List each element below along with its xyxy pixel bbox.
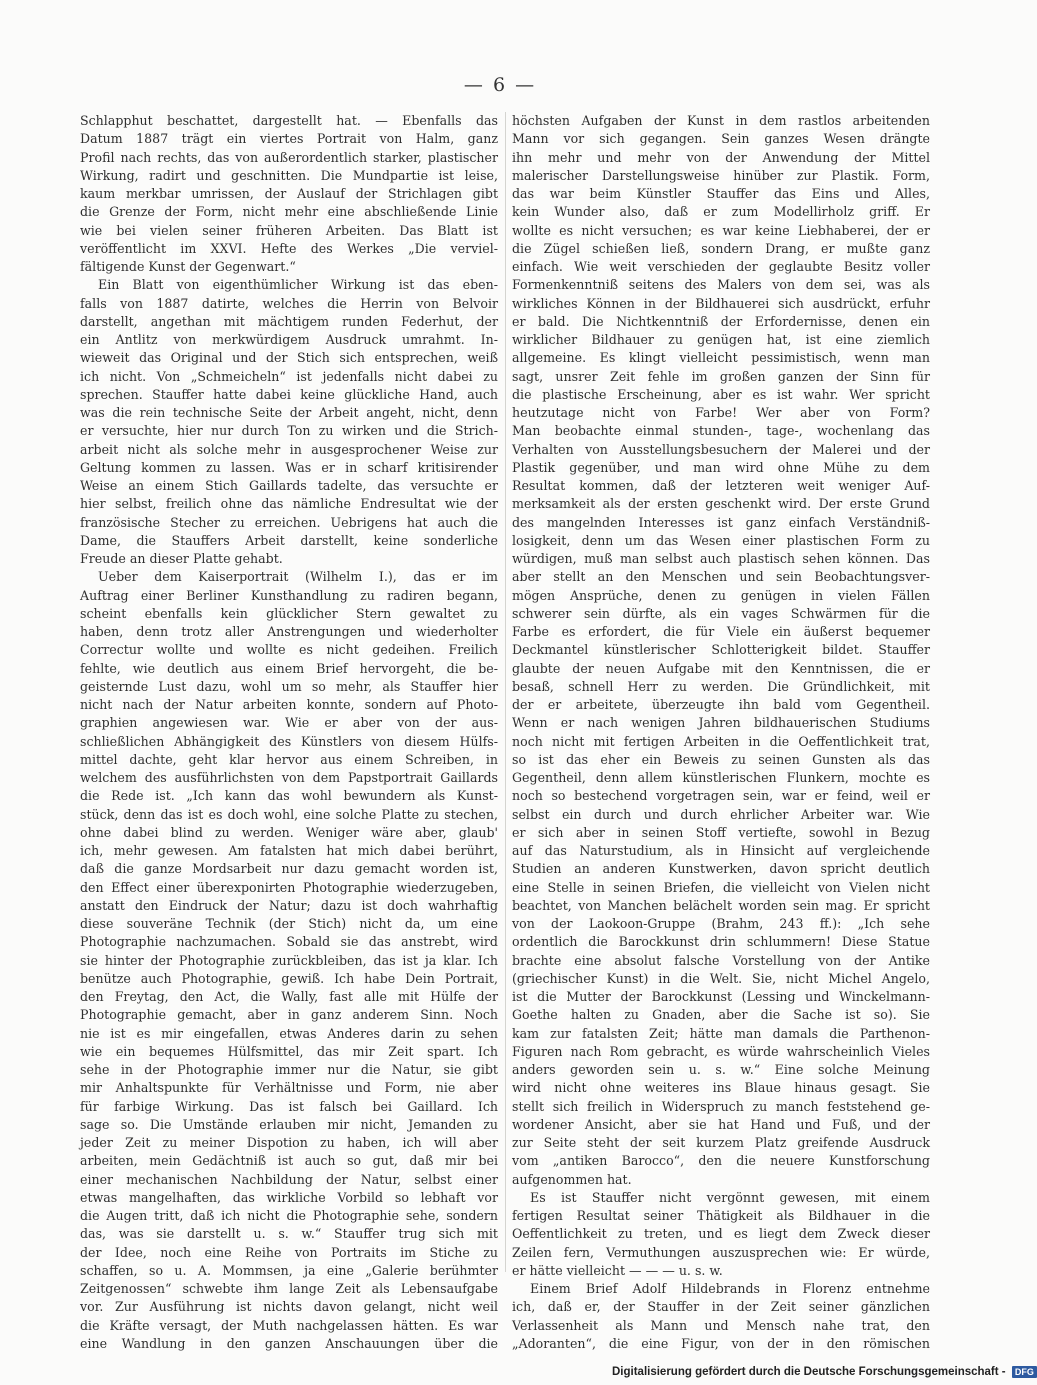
left-text-column — [80, 112, 498, 1353]
text-line: daß die ganze Mordsarbeit nur dazu gemacht worden ist, — [80, 861, 498, 877]
text-line: wirkliches Können in der Bildhauerei sich ausdrückt, erfuhr — [512, 295, 930, 311]
text-line: malerischer Darstellungsweise hinüber zur Plastik. Form, — [512, 167, 930, 183]
text-line: so ist das eher ein Beweis zu seinen Gunsten als das — [512, 751, 930, 767]
text-line: Formenkenntniß seitens des Malers von dem sei, was als — [512, 277, 930, 293]
text-line: noch nicht mit fertigen Arbeiten in die Oeffentlichkeit trat, — [512, 733, 930, 749]
text-line: etwas mangelhaften, das wirkliche Vorbild so lebhaft vor — [80, 1189, 498, 1205]
text-line: stellt sich freilich in Widerspruch zu manch feststehend ge- — [512, 1098, 930, 1114]
text-line: falls von 1887 datirte, welches die Herrin von Belvoir — [80, 295, 498, 311]
text-line: kam zur fatalsten Zeit; hätte man damals die Parthenon- — [512, 1025, 930, 1041]
text-line: die Kräfte versagt, der Muth nachgelassen hätten. Es war — [80, 1317, 498, 1333]
text-line: (griechischer Kunst) in die Welt. Sie, nicht Michel Angelo, — [512, 970, 930, 986]
text-line: Einem Brief Adolf Hildebrands in Florenz entnehme — [530, 1281, 930, 1296]
text-line: merksamkeit als der ersten geschenkt wird. Der erste Grund — [512, 496, 930, 512]
text-line: wie bei vielen seiner früheren Arbeiten. Das Blatt ist — [80, 222, 498, 238]
text-line: vor. Zur Ausführung ist nichts davon gelangt, nicht weil — [80, 1299, 498, 1315]
text-line: nie ist es mir eingefallen, etwas Anderes darin zu sehen — [80, 1025, 498, 1041]
text-line: wieweit das Original und der Stich sich entsprechen, weiß — [80, 350, 498, 366]
right-text-column — [512, 112, 930, 1353]
text-line: eine Wandlung in den ganzen Anschauungen über die — [80, 1335, 498, 1351]
text-line: Ein Blatt von eigenthümlicher Wirkung ist das eben- — [98, 277, 498, 293]
text-line: Man beobachte einmal stunden-, tage-, wochenlang das — [512, 423, 930, 439]
text-line: einfach. Wie weit verschieden der geglaubte Besitz voller — [512, 259, 930, 274]
text-line: graphien angewiesen war. Wie er aber von der aus- — [80, 715, 498, 731]
text-line: Resultat kommen, daß der letzteren weit weniger Auf- — [512, 478, 930, 493]
text-line: noch so bestechend vorgetragen sein, war er feind, weil er — [512, 788, 930, 804]
text-line: scheint ebenfalls kein glücklicher Stern gewaltet zu — [80, 605, 498, 621]
text-line: fältigende Kunst der Gegenwart.“ — [80, 259, 296, 274]
text-line: wollte es nicht versuchen; es war keine Liebhaberei, der er — [512, 222, 930, 238]
text-line: anders geworden sein u. s. w.“ Eine solche Meinung — [512, 1062, 930, 1077]
text-line: arbeit nicht als solche mehr in ausgesprochener Weise zur — [80, 441, 498, 457]
text-line: Ueber dem Kaiserportrait (Wilhelm I.), das er im — [98, 569, 498, 585]
text-line: das war beim Künstler Stauffer das Eins und Alles, — [512, 186, 930, 201]
text-line: wordener Ansicht, aber sie hat Hand und Fuß, und der — [512, 1116, 930, 1132]
text-line: losigkeit, denn um das Wesen einer plastischen Form zu — [512, 532, 930, 548]
text-line: auf das Naturstudium, als in Hinsicht auf vergleichende — [512, 843, 930, 858]
text-line: aber stellt an den Menschen und sein Beobachtungsver- — [512, 569, 930, 585]
text-line: würdigen, muß man selbst auch plastisch sehen können. Das — [512, 551, 930, 566]
text-line: Dame, die Stauffers Arbeit darstellt, keine sonderliche — [80, 532, 498, 548]
text-line: Oeffentlichkeit zu treten, und es liegt dem Zweck dieser — [512, 1226, 930, 1242]
text-line: eine Stelle in seinen Briefen, die vielleicht von Vielen nicht — [512, 879, 930, 895]
text-line: nicht nach der Natur arbeiten konnte, sondern auf Photo- — [80, 697, 498, 712]
text-line: ich, mehr gewesen. Am fatalsten hat mich dabei berührt, — [80, 843, 498, 858]
text-line: Verhalten von Ausstellungsbesuchern der Malerei und der — [512, 441, 930, 457]
text-line: ordentlich die Barockkunst drin schlummern! Diese Statue — [512, 934, 930, 950]
text-line: ich, daß er, der Stauffer in der Zeit seiner gänzlichen — [512, 1299, 930, 1315]
text-line: ich nicht. Von „Schmeicheln“ ist jedenfalls nicht dabei zu — [80, 368, 498, 384]
text-line: welchem des ausführlichsten von dem Papstportrait Gaillards — [80, 770, 498, 785]
text-line: Datum 1887 trägt ein viertes Portrait von Halm, ganz — [80, 131, 498, 147]
text-line: ist die Mutter der Barockkunst (Lessing und Winckelmann- — [512, 989, 930, 1004]
text-line: Mann vor sich gegangen. Sein ganzes Wesen drängte — [512, 131, 930, 147]
text-line: Figuren nach Rom gebracht, es würde wahrscheinlich Vieles — [512, 1043, 930, 1059]
text-line: sage so. Die Umstände erlauben mir nicht, Jemanden zu — [80, 1116, 498, 1132]
text-line: Schlapphut beschattet, dargestellt hat. — Ebenfalls das — [80, 113, 498, 128]
text-line: benütze auch Photographie, gewiß. Ich habe Dein Portrait, — [80, 970, 498, 986]
text-line: mittel dachte, geht klar hervor aus einem Schreiben, in — [80, 751, 498, 767]
text-line: die Zügel schießen ließ, sondern Drang, er mußte ganz — [512, 240, 930, 256]
page-number: — 6 — — [463, 74, 537, 96]
text-line: die Grenze der Form, nicht mehr eine abschließende Linie — [80, 204, 498, 220]
text-line: mir Anhaltspunkte für Verhältnisse und Form, nie aber — [80, 1080, 498, 1096]
text-line: stück, denn das ist es doch wohl, eine solche Platte zu stechen, — [80, 806, 498, 822]
text-line: französische Stecher zu erreichen. Uebrigens hat auch die — [80, 514, 498, 530]
text-line: Wirkung, radirt und geschnitten. Die Mundpartie ist leise, — [80, 167, 498, 183]
text-line: die Rede ist. „Ich kann das wohl bewundern als Kunst- — [80, 788, 498, 804]
text-line: fertigen Resultat seiner Thätigkeit als Bildhauer in die — [512, 1208, 930, 1223]
text-line: kaum merkbar umrissen, der Auslauf der Strichlagen gibt — [80, 186, 498, 201]
text-line: zur Seite steht der seit kurzem Platz greifende Ausdruck — [512, 1135, 930, 1150]
text-line: allgemeine. Es klingt vielleicht pessimistisch, wenn man — [512, 350, 930, 366]
text-line: hier selbst, freilich ohne das nämliche Endresultat wie der — [80, 496, 498, 512]
footer-text: Digitalisierung gefördert durch die Deutsche Forschungsgemeinschaft - — [612, 1366, 1006, 1379]
text-line: Plastik gegenüber, und man wird ohne Mühe zu dem — [512, 459, 930, 475]
text-line: von der Laokoon-Gruppe (Brahm, 243 ff.): „Ich sehe — [512, 916, 930, 931]
text-line: Photographie gemacht, aber in ganz anderem Sinn. Noch — [80, 1007, 498, 1023]
text-line: schaffen, so u. A. Mommsen, ja eine „Galerie berühmter — [80, 1262, 498, 1278]
text-line: selbst ein durch und durch ehrlicher Arbeiter war. Wie — [512, 806, 930, 822]
text-line: Photographie nachzumachen. Sobald sie das anstrebt, wird — [80, 934, 498, 950]
text-line: für farbige Wirkung. Das ist falsch bei Gaillard. Ich — [80, 1098, 498, 1114]
text-line: Geltung kommen zu lassen. Was er in scharf kritisirender — [80, 459, 498, 475]
text-line: diese souveräne Technik (der Stich) nicht da, um eine — [80, 916, 498, 931]
text-line: höchsten Aufgaben der Kunst in dem rastlos arbeitenden — [512, 113, 930, 128]
text-line: kein Wunder also, daß er zum Modellirholz griff. Er — [512, 204, 930, 220]
text-line: fehlte, wie deutlich aus einem Brief hervorgeht, die be- — [80, 660, 498, 676]
text-line: beachtet, von Manchen belächelt worden sein mag. Er spricht — [512, 897, 930, 913]
text-line: haben, denn trotz aller Anstrengungen und wiederholter — [80, 624, 498, 639]
text-line: was die rein technische Seite der Arbeit angeht, nicht, denn — [80, 405, 498, 420]
text-line: das, was sie darstellt u. s. w.“ Stauffer trug sich mit — [80, 1226, 498, 1242]
text-line: „Adoranten“, die eine Figur, von der in den römischen — [512, 1335, 930, 1351]
text-line: der Idee, noch eine Reihe von Portraits im Stiche zu — [80, 1244, 498, 1260]
text-line: darstellt, angethan mit mächtigem runden Federhut, der — [80, 313, 498, 329]
text-line: Correctur wollte und wollte es nicht gedeihen. Freilich — [80, 642, 498, 658]
text-line: glaubte der neuen Aufgabe mit den Kenntnissen, die er — [512, 660, 930, 676]
text-line: Es ist Stauffer nicht vergönnt gewesen, mit einem — [530, 1189, 930, 1205]
text-line: schließlichen Abhängigkeit des Künstlers von diesem Hülfs- — [80, 733, 498, 749]
dfg-logo: DFG — [1012, 1366, 1037, 1378]
text-line: des mangelnden Interesses ist ganz einfach Verständniß- — [512, 514, 930, 530]
text-line: sprechen. Stauffer hatte dabei keine glückliche Hand, auch — [80, 386, 498, 402]
text-line: brachte eine absolut falsche Vorstellung von der Antike — [512, 952, 930, 968]
text-line: Zeilen fern, Vermuthungen auszusprechen wie: Er würde, — [512, 1244, 930, 1260]
text-line: wirklicher Bildhauer zu genügen hat, ist eine ziemlich — [512, 332, 930, 347]
text-line: besaß, schnell Herr zu werden. Die Gründlichkeit, mit — [512, 678, 930, 694]
text-line: Zeitgenossen“ schwebte ihm lange Zeit als Lebensaufgabe — [80, 1281, 498, 1296]
text-line: er hätte vielleicht — — — u. s. w. — [512, 1262, 723, 1278]
text-line: sagt, unsrer Zeit fehle im großen ganzen der Sinn für — [512, 368, 930, 384]
text-line: Auftrag einer Berliner Kunsthandlung zu radiren begann, — [80, 587, 498, 603]
text-line: heutzutage nicht von Farbe! Wer aber von Form? — [512, 405, 930, 420]
text-line: die plastische Erscheinung, aber es ist wahr. Wer spricht — [512, 386, 930, 402]
text-line: Weise an einem Stich Gaillards tadelte, das versuchte er — [80, 478, 498, 493]
text-line: Deckmantel künstlerischer Schlotterigkeit bildet. Stauffer — [512, 642, 930, 658]
text-line: sie hinter der Photographie zurückbleiben, das ist ja klar. Ich — [80, 952, 498, 968]
text-line: Farbe es erfordert, die für Viele ein äußerst bequemer — [512, 624, 930, 639]
text-line: ohne dabei blind zu werden. Weniger wäre aber, glaub' — [80, 824, 498, 840]
text-line: er sich aber in seinen Stoff vertiefte, sowohl in Bezug — [512, 824, 930, 840]
text-line: wie ein bequemes Hülfsmittel, das mir Zeit spart. Ich — [80, 1043, 498, 1059]
text-line: jeder Zeit zu meiner Dispotion zu haben, ich will aber — [80, 1135, 498, 1150]
text-line: Wenn er nach wenigen Jahren bildhauerischen Studiums — [512, 715, 930, 731]
text-line: mögen Ansprüche, denen zu genügen in vielen Fällen — [512, 587, 930, 603]
text-line: arbeiten, mein Gedächtniß ist auch so gut, daß mir bei — [80, 1153, 498, 1169]
text-line: er bald. Die Nichtkenntniß der Erfordernisse, denen ein — [512, 313, 930, 329]
text-line: schwerer sein dürfte, als ein vages Schwärmen für die — [512, 605, 930, 621]
text-line: Gegentheil, denn allem künstlerischen Flunkern, mochte es — [512, 770, 930, 785]
footer-credit — [612, 1366, 1037, 1378]
text-line: er versuchte, hier nur durch Ton zu wirken und die Strich- — [80, 423, 498, 439]
column-divider — [505, 112, 506, 1272]
text-line: einer mechanischen Nachbildung der Natur, selbst einer — [80, 1171, 498, 1187]
text-line: veröffentlicht im XXVI. Hefte des Werkes „Die verviel- — [80, 240, 498, 256]
text-line: Verlassenheit als Mann und Mensch nahe trat, den — [512, 1317, 930, 1333]
text-line: vom „antiken Barocco“, den die neuere Kunstforschung — [512, 1153, 930, 1169]
text-line: Freude an dieser Platte gehabt. — [80, 551, 283, 566]
text-line: die Augen tritt, daß ich nicht die Photographie sehe, sondern — [80, 1208, 498, 1223]
text-line: Studien an anderen Kunstwerken, davon spricht deutlich — [512, 861, 930, 877]
text-line: wird nicht ohne weiteres ins Blaue hinaus gesagt. Sie — [512, 1080, 930, 1096]
text-line: der er arbeitete, überzeugte ihn bald vom Gegentheil. — [512, 697, 930, 712]
text-line: den Freytag, den Act, die Wally, fast alle mit Hülfe der — [80, 989, 498, 1004]
text-line: ein Antlitz von merkwürdigem Ausdruck umrahmt. In- — [80, 332, 498, 347]
text-line: anstatt den Eindruck der Natur; dazu ist doch wahrhaftig — [80, 897, 498, 913]
text-line: ihn mehr und mehr von der Anwendung der Mittel — [512, 149, 930, 165]
text-line: Goethe halten zu Gnaden, aber die Sache ist so). Sie — [512, 1007, 930, 1023]
text-line: geisternde Lust dazu, wohl um so mehr, als Stauffer hier — [80, 678, 498, 694]
text-line: Profil nach rechts, das von außerordentlich starker, plastischer — [80, 149, 498, 165]
text-line: den Effect einer überexponirten Photographie wiederzugeben, — [80, 879, 498, 895]
text-line: sehe in der Photographie immer nur die Natur, sie gibt — [80, 1062, 498, 1077]
text-line: aufgenommen hat. — [512, 1171, 632, 1187]
